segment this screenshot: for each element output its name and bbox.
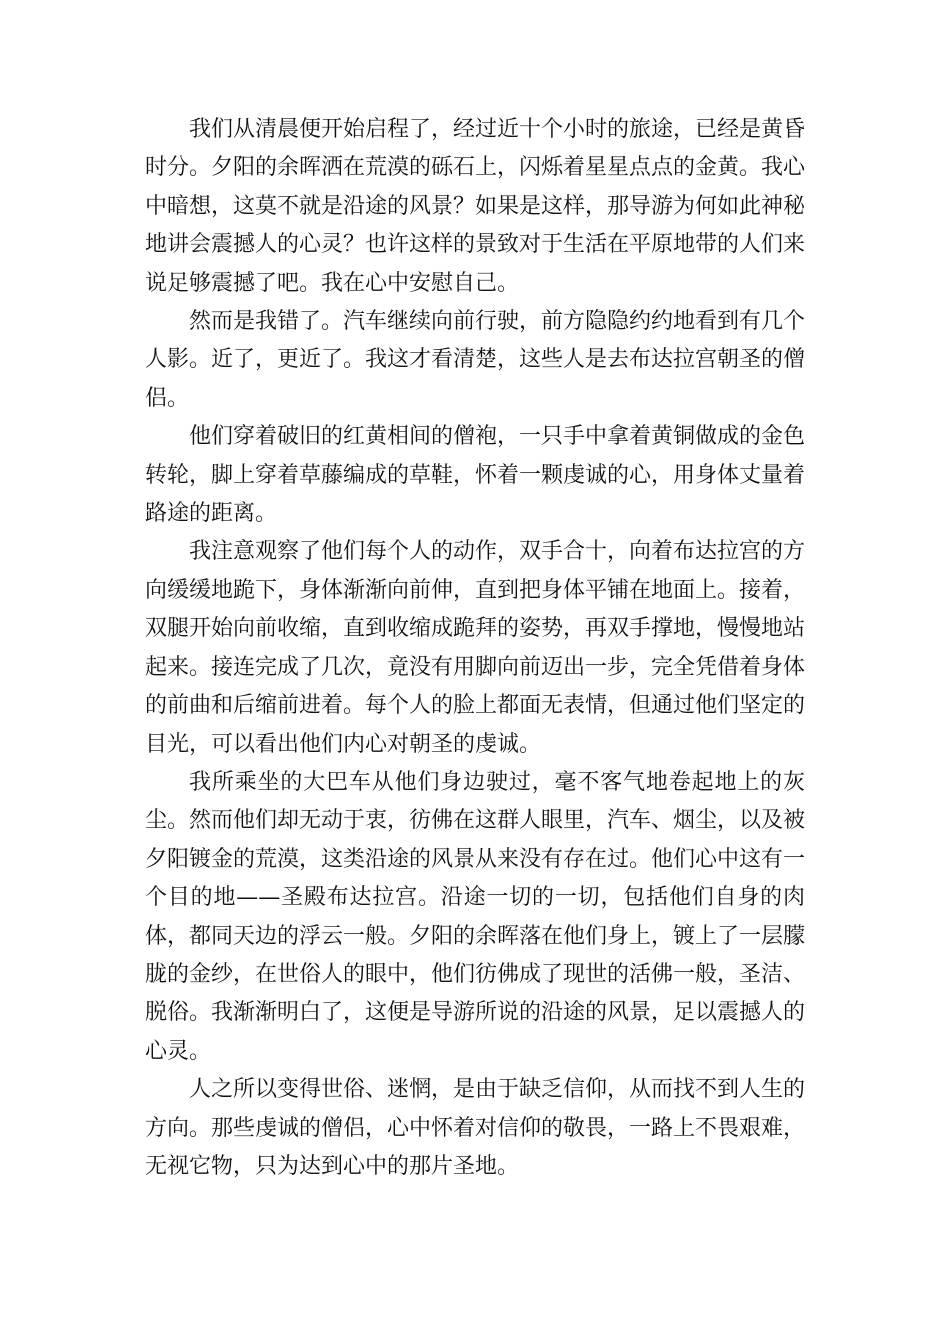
paragraph: 我注意观察了他们每个人的动作，双手合十，向着布达拉宫的方向缓缓地跪下，身体渐渐向前伸，直到把身体平铺在地面上。接着，双腿开始向前收缩，直到收缩成跪拜的姿势，再双手撑地，慢慢地站起来。接连完成了几次，竟没有用脚向前迈出一步，完全凭借着身体的前曲和后缩前进着。每个人的脸上都面无表情，但通过他们坚定的目光，可以看出他们内心对朝圣的虔诚。 (145, 539, 806, 757)
paragraph: 然而是我错了。汽车继续向前行驶，前方隐隐约约地看到有几个人影。近了，更近了。我这才看清楚，这些人是去布达拉宫朝圣的僧侣。 (145, 309, 806, 411)
paragraph: 人之所以变得世俗、迷惘，是由于缺乏信仰，从而找不到人生的方向。那些虔诚的僧侣，心中怀着对信仰的敬畏，一路上不畏艰难，无视它物，只为达到心中的那片圣地。 (145, 1077, 806, 1179)
paragraph: 他们穿着破旧的红黄相间的僧袍，一只手中拿着黄铜做成的金色转轮，脚上穿着草藤编成的草鞋，怀着一颗虔诚的心，用身体丈量着路途的距离。 (145, 424, 806, 527)
paragraph: 我们从清晨便开始启程了，经过近十个小时的旅途，已经是黄昏时分。夕阳的余晖洒在荒漠的砾石上，闪烁着星星点点的金黄。我心中暗想，这莫不就是沿途的风景？如果是这样，那导游为何如此神秘地讲会震撼人的心灵？也许这样的景致对于生活在平原地带的人们来说足够震撼了吧。我在心中安慰自己。 (145, 117, 806, 296)
document-page (145, 111, 805, 1186)
paragraph: 我所乘坐的大巴车从他们身边驶过，毫不客气地卷起地上的灰尘。然而他们却无动于衷，彷佛在这群人眼里，汽车、烟尘，以及被夕阳镀金的荒漠，这类沿途的风景从来没有存在过。他们心中这有一个目的地——圣殿布达拉宫。沿途一切的一切，包括他们自身的肉体，都同天边的浮云一般。夕阳的余晖落在他们身上，镀上了一层朦胧的金纱，在世俗人的眼中，他们彷佛成了现世的活佛一般，圣洁、脱俗。我渐渐明白了，这便是导游所说的沿途的风景，足以震撼人的心灵。 (145, 769, 806, 1064)
